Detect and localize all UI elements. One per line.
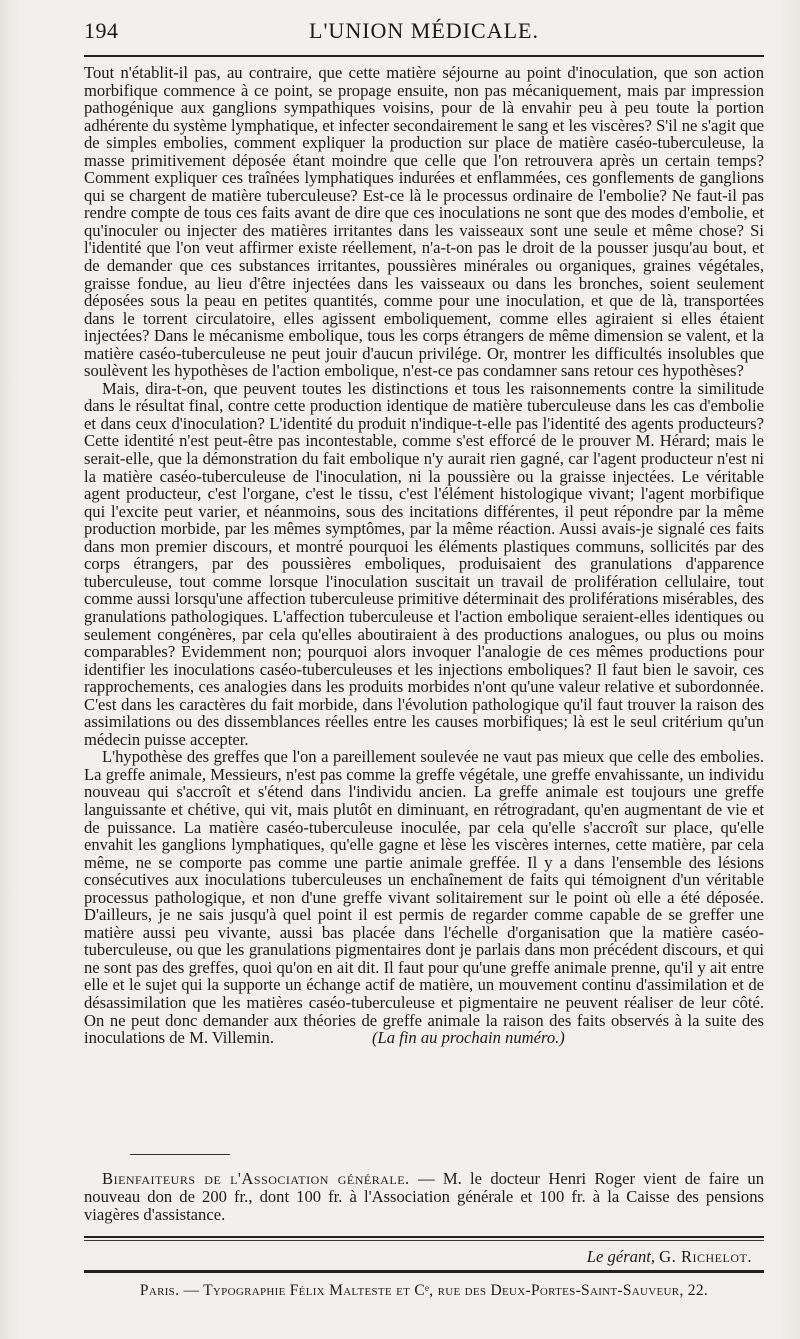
paragraph-embolism-critique: Tout n'établit-il pas, au contraire, que cette matière séjourne au point d'inoculation, que son action morbifique commence à ce point, se propage ensuite, non pas mécaniquement, mais par impression pathogénique aux ganglions sympathiques voisins, pour de là envahir peu à peu toute la portion adhérente du système lymphatique, et infecter secondairement le sang et les viscères? S'il ne s'agit que de simples embolies, comment expliquer la production sur place de matière caséo-tuberculeuse, la masse primitivement déposée étant moindre que celle que l'on retrouvera après un certain temps? Comment expliquer ces traînées lymphatiques indurées et enflammées, ces gonflements de ganglions qui se chargent de matière tuberculeuse? Est-ce là le processus ordinaire de l'embolie? Ne faut-il pas rendre compte de tous ces faits avant de dire que ces inoculations ne sont que des modes d'embolie, et qu'inoculer ou injecter des matières irritantes dans les vaisseaux sont une seule et même chose? Si l'identité que l'on veut affirmer existe réellement, n'a-t-on pas le droit de la pousser jusqu'au bout, et de demander que ces substances irritantes, poussières minérales ou organiques, graines végétales, graisse fondue, au lieu d'être injectées dans les vaisseaux ou dans les bronches, soient seulement déposées sous la peau en petites quantités, comme pour une inoculation, et que de là, transportées dans le torrent circulatoire, elles agissent emboliquement, comme elles agiraient si elles étaient injectées? Dans le mécanisme embolique, tous les corps étrangers de même dimension se valent, et la matière caséo-tuberculeuse ne peut jouir d'aucun privilége. Or, montrer les difficultés insolubles que soulèvent les hypothèses de l'action embolique, n'est-ce pas condamner sans retour ces hypothèses? bbox=[84, 63, 764, 381]
benefactors-notice bbox=[84, 1170, 764, 1223]
header-rule bbox=[84, 55, 764, 57]
section-divider bbox=[130, 1154, 230, 1155]
article-body bbox=[84, 64, 764, 1047]
page-header bbox=[84, 18, 764, 50]
signature-role: Le gérant, bbox=[586, 1247, 656, 1266]
printer-imprint: Paris. — Typographie Félix Malteste et Cᵉ, rue des Deux-Portes-Saint-Sauveur, 22. bbox=[139, 1282, 709, 1299]
footer-rule-thick bbox=[84, 1236, 764, 1238]
signature-name: G. Richelot. bbox=[659, 1247, 752, 1266]
imprint-rule bbox=[84, 1270, 764, 1273]
running-title: L'UNION MÉDICALE. bbox=[309, 18, 539, 43]
paragraph-identity-argument: Mais, dira-t-on, que peuvent toutes les distinctions et tous les raisonnements contre la similitude dans le résultat final, contre cette production identique de matière tuberculeuse dans les cas d'embolie et dans ceux d'inoculation? L'identité du produit n'indique-t-elle pas l'identité des agents producteurs? Cette identité n'est peut-être pas incontestable, comme s'est efforcé de le prouver M. Hérard; mais le serait-elle, que la démonstration du fait embolique n'y aurait rien gagné, car l'agent producteur n'est ni la matière caséo-tuberculeuse de l'inoculation, ni la poussière ou la graisse injectées. Le véritable agent producteur, c'est l'organe, c'est le tissu, c'est l'élément histologique vivant; l'agent morbifique qui l'excite peut varier, et néanmoins, sous des incitations différentes, il peut répondre par la même production morbide, par les mêmes symptômes, par la même réaction. Aussi avais-je signalé ces faits dans mon premier discours, et montré pourquoi les éléments plastiques communs, sollicités par des corps étrangers, par des poussières emboliques, produisaient des granulations d'apparence tuberculeuse, tout comme lorsque l'inoculation suscitait un travail de prolifération cellulaire, tout comme aussi lorsqu'une affection tuberculeuse primitive déterminait des proliférations misérables, des granulations pathologiques. L'affection tuberculeuse et l'action embolique seraient-elles identiques ou seulement congénères, par cela qu'elles aboutiraient à des productions analogues, ou plus ou moins comparables? Evidemment non; pourquoi alors invoquer l'analogie de ces mêmes productions pour identifier les inoculations caséo-tuberculeuses et les injections emboliques? Il faut bien le savoir, ces rapprochements, ces analogies dans les produits morbides n'ont qu'une valeur relative et subordonnée. C'est dans les caractères du fait morbide, dans l'évolution pathologique qu'il faut trouver la raison des assimilations ou des dissemblances réelles entre les causes morbifiques; là est le seul critérium qu'un médecin puisse accepter. bbox=[84, 378, 764, 749]
footer-rule-thin bbox=[84, 1240, 764, 1241]
notice-text: — M. le docteur Henri Roger vient de faire un nouveau don de 200 fr., dont 100 fr. à l'Association générale et 100 fr. à la Caisse des pensions viagères d'assistance. bbox=[84, 1169, 765, 1224]
paragraph-graft-hypothesis bbox=[84, 748, 764, 1046]
notice-heading: Bienfaiteurs de l'Association générale. bbox=[102, 1169, 410, 1188]
paragraph-graft-text: L'hypothèse des greffes que l'on a pareillement soulevée ne vaut pas mieux que celle des embolies. La greffe animale, Messieurs, n'est pas comme la greffe végétale, une greffe envahissante, un individu nouveau qui s'accroît et s'étend dans l'individu ancien. La greffe animale est toujours une greffe languissante et chétive, qui vit, mais plutôt en diminuant, en rétrogradant, qu'en augmentant de vie et de puissance. La matière caséo-tuberculeuse inoculée, par cela qu'elle s'accroît sur place, qu'elle envahit les ganglions lymphatiques, qu'elle gagne et lèse les viscères internes, cette matière, par cela même, ne se comporte pas comme une partie animale greffée. Il y a dans l'ensemble des lésions consécutives aux inoculations tuberculeuses un enchaînement de faits qui témoignent d'un véritable processus pathologique, et non d'une greffe vivant solitairement sur le point où elle a été déposée. D'ailleurs, je ne sais jusqu'à quel point il est permis de regarder comme capable de se greffer une matière aussi peu vivante, aussi bas placée dans l'échelle d'organisation que la matière caséo-tuberculeuse, ou que les granulations pigmentaires dont je parlais dans mon précédent discours, et qui ne sont pas des greffes, quoi qu'on en ait dit. Il faut pour qu'une greffe animale prenne, qu'il y ait entre elle et le sujet qui la supporte un échange actif de matière, un mouvement continu d'assimilation et de désassimilation que les matières caséo-tuberculeuse et pigmentaire ne peuvent réaliser de leur côté. On ne peut donc demander aux théories de greffe animale la raison des faits observés à la suite des inoculations de M. Villemin. bbox=[84, 747, 764, 1048]
continued-note: (La fin au prochain numéro.) bbox=[371, 1028, 565, 1048]
editor-signature bbox=[587, 1247, 752, 1267]
page-number: 194 bbox=[84, 18, 119, 43]
